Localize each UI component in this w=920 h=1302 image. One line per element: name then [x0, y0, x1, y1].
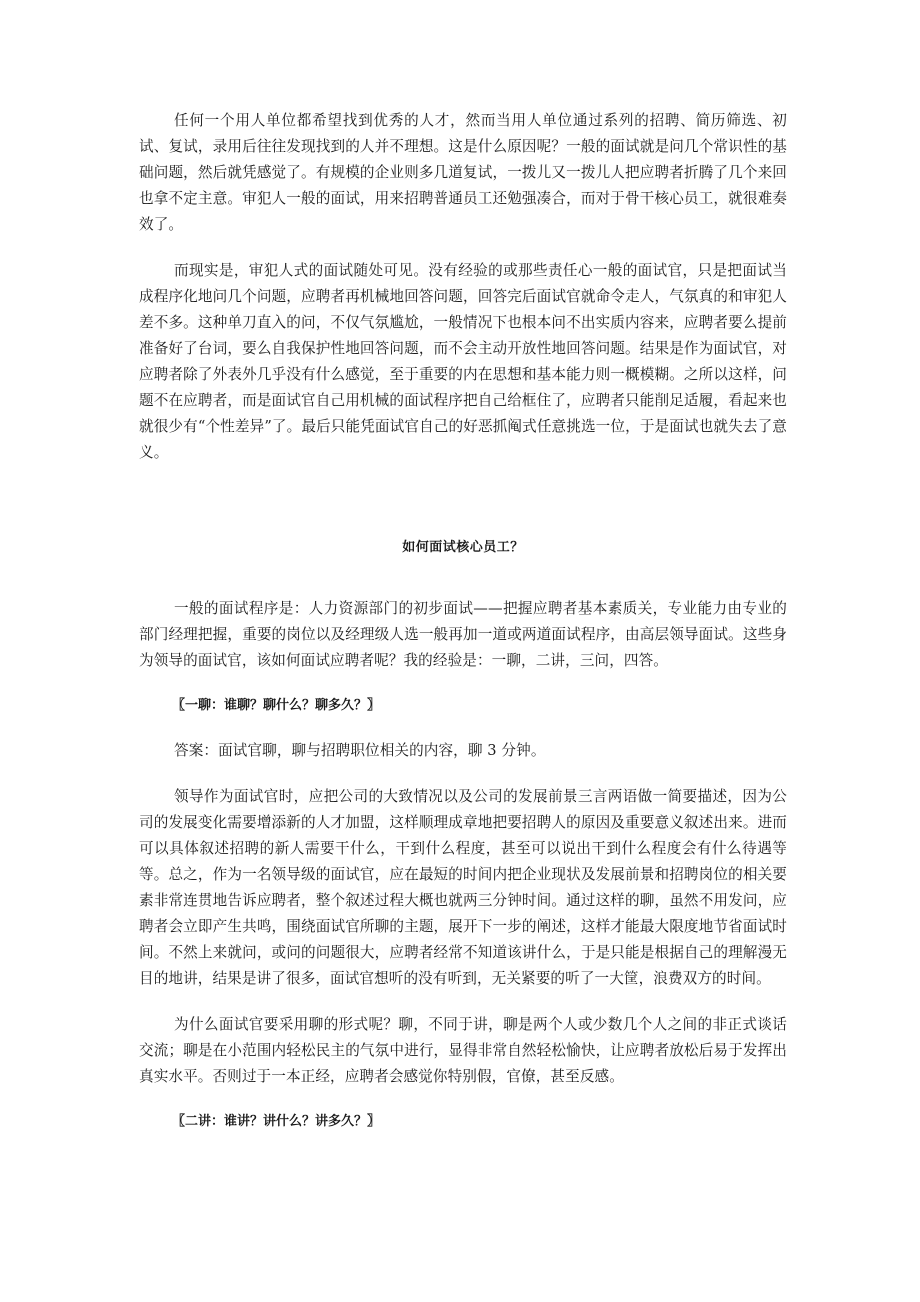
chat-detail-paragraph: 领导作为面试官时，应把公司的大致情况以及公司的发展前景三言两语做一简要描述，因为公司的发展变化需要增添新的人才加盟，这样顺理成章地把要招聘人的原因及重要意义叙述出来。进而可以具体叙述招聘的新人需要干什么，干到什么程度，甚至可以说出干到什么程度会有什么待遇等等。总之，作为一名领导级的面试官，应在最短的时间内把企业现状及发展前景和招聘岗位的相关要素非常连贯地告诉应聘者，整个叙述过程大概也就两三分钟时间。通过这样的聊，虽然不用发问，应聘者会立即产生共鸣，围绕面试官所聊的主题，展开下一步的阐述，这样才能最大限度地节省面试时间。不然上来就问，或问的问题很大，应聘者经常不知道该讲什么，于是只能是根据自己的理解漫无目的地讲，结果是讲了很多，面试官想听的没有听到，无关紧要的听了一大筐，浪费双方的时间。	[139, 788, 787, 987]
spacer	[139, 238, 787, 258]
document-page	[139, 108, 787, 1134]
spacer	[139, 466, 787, 538]
intro-paragraph: 任何一个用人单位都希望找到优秀的人才，然而当用人单位通过系列的招聘、简历筛选、初试、复试，录用后往往发现找到的人并不理想。这是什么原因呢？一般的面试就是问几个常识性的基础问题，然后就凭感觉了。有规模的企业则多几道复试，一拨儿又一拨儿人把应聘者折腾了几个来回也拿不定主意。审犯人一般的面试，用来招聘普通员工还勉强凑合，而对于骨干核心员工，就很难奏效了。	[139, 112, 787, 233]
reality-paragraph: 而现实是，审犯人式的面试随处可见。没有经验的或那些责任心一般的面试官，只是把面试当成程序化地问几个问题，应聘者再机械地回答问题，回答完后面试官就命令走人，气氛真的和审犯人差不多。这种单刀直入的问，不仅气氛尴尬，一般情况下也根本问不出实质内容来，应聘者要么提前准备好了台词，要么自我保护性地回答问题，而不会主动开放性地回答问题。结果是作为面试官，对应聘者除了外表外几乎没有什么感觉，至于重要的内在思想和基本能力则一概模糊。之所以这样，问题不在应聘者，而是面试官自己用机械的面试程序把自己给框住了，应聘者只能削足适履，看起来也就很少有“个性差异”了。最后只能凭面试官自己的好恶抓阄式任意挑选一位，于是面试也就失去了意义。	[139, 262, 787, 461]
spacer	[139, 718, 787, 738]
procedure-paragraph: 一般的面试程序是：人力资源部门的初步面试——把握应聘者基本素质关，专业能力由专业的部门经理把握，重要的岗位以及经理级人选一般再加一道或两道面试程序，由高层领导面试。这些身为领导的面试官，该如何面试应聘者呢？我的经验是：一聊，二讲，三问，四答。	[139, 600, 787, 669]
answer-paragraph: 答案：面试官聊，聊与招聘职位相关的内容，聊 3 分钟。	[174, 742, 546, 759]
spacer	[139, 1090, 787, 1110]
heading-talk: 〖二讲：谁讲？讲什么？讲多久？〗	[172, 1114, 381, 1129]
spacer	[139, 558, 787, 596]
heading-chat: 〖一聊：谁聊？聊什么？聊多久？〗	[172, 698, 381, 713]
spacer	[139, 674, 787, 694]
spacer	[139, 992, 787, 1012]
section-title: 如何面试核心员工？	[402, 540, 524, 555]
spacer	[139, 764, 787, 784]
why-chat-paragraph: 为什么面试官要采用聊的形式呢？聊，不同于讲，聊是两个人或少数几个人之间的非正式谈话交流；聊是在小范围内轻松民主的气氛中进行，显得非常自然轻松愉快，让应聘者放松后易于发挥出真实水平。否则过于一本正经，应聘者会感觉你特别假，官僚，甚至反感。	[139, 1016, 787, 1085]
